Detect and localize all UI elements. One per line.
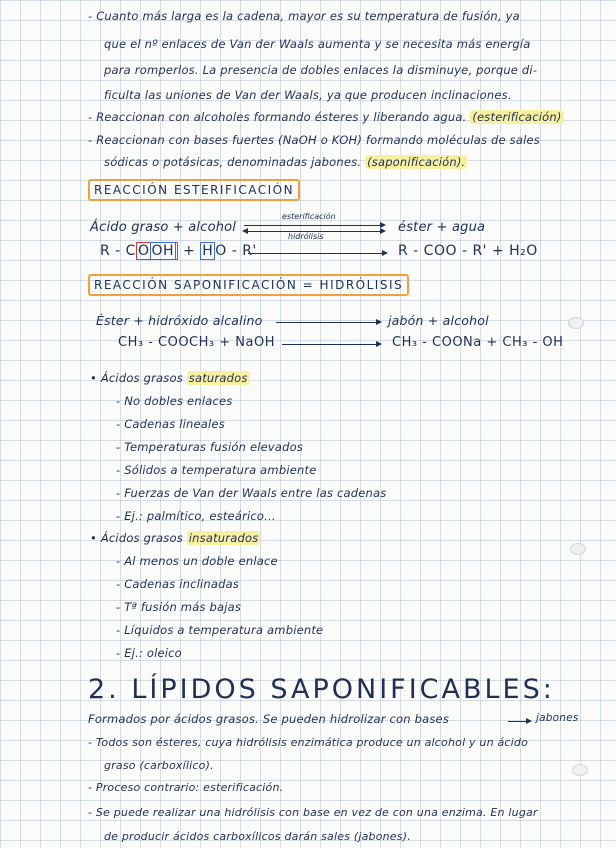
- formula-part: OH: [151, 243, 175, 259]
- section2-text: jabones: [536, 712, 579, 724]
- highlight-insaturados: insaturados: [188, 531, 259, 545]
- formula-part: R - C: [100, 243, 136, 259]
- reaction-title-esterificacion: REACCIÓN ESTERIFICACIÓN: [88, 179, 300, 201]
- binder-hole: [568, 317, 584, 329]
- binder-hole: [570, 543, 586, 555]
- reaction-title-saponificacion: REACCIÓN SAPONIFICACIÓN = HIDRÓLISIS: [88, 274, 409, 296]
- reaction-right: éster + agua: [398, 220, 486, 235]
- list-item: - Cadenas inclinadas: [116, 577, 240, 591]
- intro-line: ficulta las uniones de Van der Waals, ya que producen inclinaciones.: [104, 88, 512, 102]
- list-item: - Fuerzas de Van der Waals entre las cadenas: [116, 486, 387, 500]
- intro-line: - Reaccionan con bases fuertes (NaOH o KOH) formando moléculas de sales: [88, 133, 540, 147]
- list-item: - Al menos un doble enlace: [116, 554, 278, 568]
- arrow-sapon: [276, 322, 380, 323]
- list-item: - Tª fusión más bajas: [116, 600, 242, 614]
- formula-part: O: [137, 243, 150, 259]
- formula-part: H: [202, 243, 214, 259]
- highlight-saturados: saturados: [188, 371, 248, 385]
- binder-hole: [572, 764, 588, 776]
- list-item: - Ej.: oleico: [116, 646, 182, 660]
- section2-title: 2. LÍPIDOS SAPONIFICABLES:: [88, 674, 555, 705]
- section2-line: - Se puede realizar una hidrólisis con base en vez de con una enzima. En lugar: [88, 806, 538, 819]
- formula-part: +: [183, 243, 196, 259]
- formula-part: [136, 242, 178, 260]
- section-box-esterificacion: [88, 183, 300, 197]
- intro-line-text: sódicas o potásicas, denominadas jabones.: [104, 155, 362, 169]
- intro-line: - Cuanto más larga es la cadena, mayor es su temperatura de fusión, ya: [88, 9, 520, 23]
- arrow-label-top: esterificación: [282, 212, 336, 221]
- intro-line-text: - Reaccionan con alcoholes formando ésteres y liberando agua.: [88, 110, 467, 124]
- saturados-heading: [90, 371, 250, 385]
- section2-line: - Todos son ésteres, cuya hidrólisis enzimática produce un alcohol y un ácido: [88, 736, 529, 749]
- formula-left-ester: [100, 243, 257, 259]
- highlight-saponificacion: (saponificación).: [367, 155, 466, 169]
- list-item: - No dobles enlaces: [116, 394, 233, 408]
- insaturados-heading: [90, 531, 260, 545]
- heading-prefix: • Ácidos grasos: [90, 531, 183, 545]
- list-item: - Sólidos a temperatura ambiente: [116, 463, 317, 477]
- arrow-ester-formula: [248, 253, 386, 254]
- reaction-right: jabón + alcohol: [388, 313, 489, 328]
- formula-right-ester: R - COO - R' + H₂O: [398, 243, 538, 259]
- arrow-label-bottom: hidrólisis: [288, 232, 324, 241]
- reaction-left: Éster + hidróxido alcalino: [96, 313, 263, 328]
- reaction-left: Ácido graso + alcohol: [90, 220, 237, 235]
- arrow-sapon-formula: [282, 344, 380, 345]
- arrow-forward: [244, 225, 384, 226]
- arrow-jabones: [508, 721, 530, 722]
- section-box-saponificacion: [88, 278, 409, 292]
- list-item: - Líquidos a temperatura ambiente: [116, 623, 324, 637]
- section2-line: de producir ácidos carboxílicos darán sales (jabones).: [104, 830, 411, 843]
- intro-line: que el nº enlaces de Van der Waals aumenta y se necesita más energía: [104, 37, 531, 51]
- formula-part: O - R': [215, 243, 257, 259]
- list-item: - Cadenas lineales: [116, 417, 225, 431]
- intro-line: para romperlos. La presencia de dobles enlaces la disminuye, porque di-: [104, 63, 538, 77]
- section2-line: graso (carboxílico).: [104, 759, 214, 772]
- section2-line: - Proceso contrario: esterificación.: [88, 781, 284, 794]
- heading-prefix: • Ácidos grasos: [90, 371, 183, 385]
- highlight-esterificacion: (esterificación): [472, 110, 562, 124]
- intro-line: [88, 110, 564, 124]
- formula-right-sapon: CH₃ - COONa + CH₃ - OH: [392, 335, 564, 350]
- formula-left-sapon: CH₃ - COOCH₃ + NaOH: [118, 335, 275, 350]
- section2-line: [88, 712, 449, 726]
- list-item: - Temperaturas fusión elevados: [116, 440, 304, 454]
- list-item: - Ej.: palmítico, esteárico...: [116, 509, 276, 523]
- intro-line: [104, 155, 467, 169]
- section2-text: Formados por ácidos grasos. Se pueden hidrolizar con bases: [88, 712, 450, 726]
